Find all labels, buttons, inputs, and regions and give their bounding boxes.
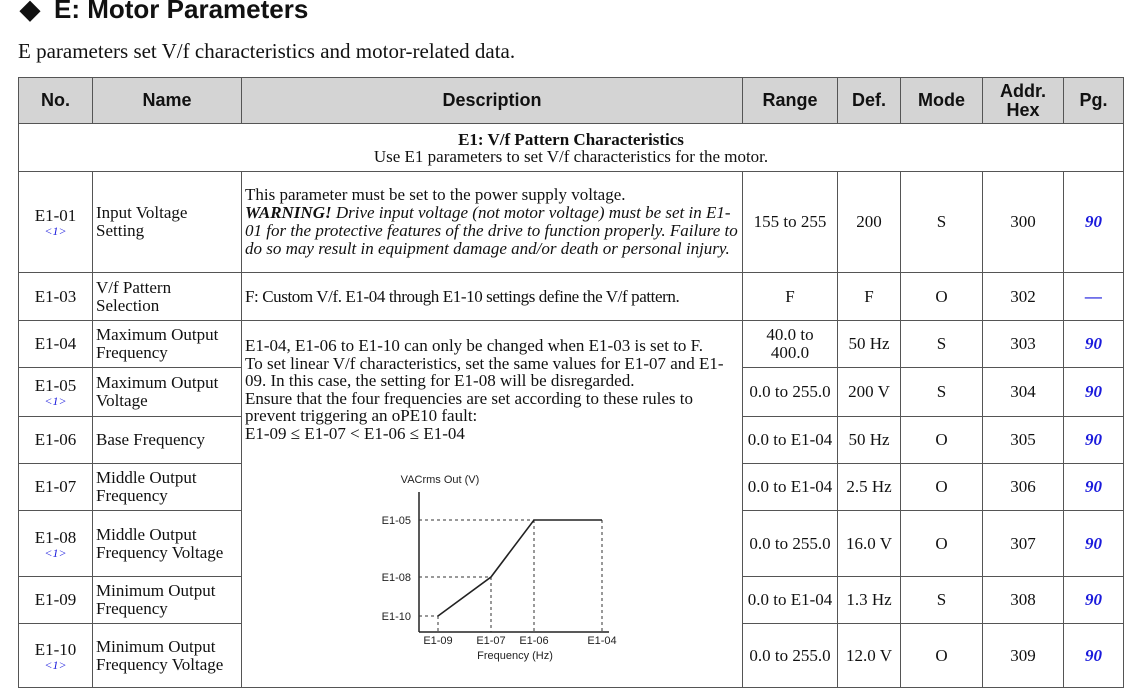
section-cell (19, 124, 1124, 172)
warning-text: Drive input voltage (not motor voltage) must be set in E1-01 for the protective features of the drive to function properly. Failure to do so may result in equipment damage and/or death or personal injury. (245, 203, 738, 258)
description-cell (242, 172, 743, 273)
y-tick-label: E1-08 (381, 572, 411, 584)
param-mode: O (901, 417, 983, 464)
param-mode: S (901, 577, 983, 624)
param-no-text: E1-03 (34, 286, 77, 306)
param-addr: 302 (983, 273, 1064, 321)
description-cell: F: Custom V/f. E1-04 through E1-10 settings define the V/f pattern. (242, 273, 743, 321)
col-pg: Pg. (1064, 78, 1124, 124)
page-link[interactable]: 90 (1064, 368, 1124, 417)
col-def: Def. (838, 78, 901, 124)
param-default: 2.5 Hz (838, 464, 901, 511)
vf-curve (438, 520, 602, 616)
param-name: Minimum Output Frequency Voltage (93, 624, 242, 688)
page-link[interactable]: 90 (1064, 577, 1124, 624)
param-no-text: E1-08 (34, 527, 77, 547)
page-link[interactable]: 90 (1064, 172, 1124, 273)
x-tick-label: E1-06 (519, 635, 549, 647)
param-default: 200 V (838, 368, 901, 417)
y-axis-label: VACrms Out (V) (400, 474, 480, 486)
footnote-link[interactable]: <1> (44, 545, 67, 560)
param-addr: 305 (983, 417, 1064, 464)
table-row (19, 273, 1124, 321)
col-no: No. (19, 78, 93, 124)
param-addr: 304 (983, 368, 1064, 417)
page-link[interactable]: 90 (1064, 321, 1124, 368)
param-no (19, 368, 93, 417)
footnote-link[interactable]: <1> (44, 224, 67, 238)
param-default: 16.0 V (838, 511, 901, 577)
param-name: Minimum Output Frequency (93, 577, 242, 624)
param-default: 200 (838, 172, 901, 273)
param-name: Middle Output Frequency (93, 464, 242, 511)
param-addr: 308 (983, 577, 1064, 624)
col-name: Name (93, 78, 242, 124)
section-row (19, 124, 1124, 172)
y-tick-label: E1-10 (381, 611, 411, 623)
param-name: Maximum Output Frequency (93, 321, 242, 368)
section-subtitle: Use E1 parameters to set V/f characteristics for the motor. (373, 146, 769, 166)
col-mode: Mode (901, 78, 983, 124)
page-title (20, 0, 308, 25)
param-range: 155 to 255 (743, 172, 838, 273)
param-mode: S (901, 321, 983, 368)
param-range: 0.0 to 255.0 (743, 511, 838, 577)
param-default: 50 Hz (838, 417, 901, 464)
param-no-text: E1-06 (34, 430, 77, 449)
param-no (19, 417, 93, 464)
table-row (19, 321, 1124, 368)
param-name: V/f Pattern Selection (93, 273, 242, 321)
intro-text: E parameters set V/f characteristics and motor-related data. (18, 39, 516, 63)
param-no-text: E1-07 (34, 477, 77, 496)
param-default: 1.3 Hz (838, 577, 901, 624)
desc-text: To set linear V/f characteristics, set the same values for E1-07 and E1-09. In this case, the setting for E1-08 will be disregarded. (245, 353, 724, 390)
param-no-text: E1-04 (34, 334, 77, 353)
section-title: E1: V/f Pattern Characteristics (458, 129, 684, 149)
y-tick-label: E1-05 (381, 515, 411, 527)
param-no-text: E1-01 (34, 206, 77, 225)
param-mode: O (901, 273, 983, 321)
param-default: F (838, 273, 901, 321)
param-no-text: E1-10 (34, 639, 77, 659)
param-addr: 309 (983, 624, 1064, 688)
param-addr: 306 (983, 464, 1064, 511)
param-no (19, 577, 93, 624)
param-mode: O (901, 624, 983, 688)
param-no (19, 273, 93, 321)
x-tick-label: E1-04 (587, 635, 617, 647)
param-range: 0.0 to E1-04 (743, 464, 838, 511)
param-addr: 300 (983, 172, 1064, 273)
param-no (19, 172, 93, 273)
header-row (19, 78, 1124, 124)
page-link[interactable]: 90 (1064, 464, 1124, 511)
desc-rule: E1-09 ≤ E1-07 < E1-06 ≤ E1-04 (245, 423, 465, 443)
col-description: Description (242, 78, 743, 124)
table-row (19, 172, 1124, 273)
desc-text: This parameter must be set to the power supply voltage. (245, 185, 626, 204)
param-name: Maximum Output Voltage (93, 368, 242, 417)
page-link[interactable]: 90 (1064, 417, 1124, 464)
x-axis-label: Frequency (Hz) (477, 650, 553, 662)
desc-text: Ensure that the four frequencies are set according to these rules to prevent triggering an oPE10 fault: (245, 388, 693, 425)
param-name: Middle Output Frequency Voltage (93, 511, 242, 577)
param-no (19, 464, 93, 511)
param-no-text: E1-05 (34, 376, 77, 395)
diamond-bullet-icon: ◆ (20, 0, 40, 24)
x-tick-label: E1-09 (423, 635, 453, 647)
param-range: 0.0 to 255.0 (743, 368, 838, 417)
param-name: Input Voltage Setting (93, 172, 242, 273)
param-mode: S (901, 172, 983, 273)
param-no (19, 511, 93, 577)
col-range: Range (743, 78, 838, 124)
param-no-text: E1-09 (34, 590, 77, 609)
param-default: 50 Hz (838, 321, 901, 368)
footnote-link[interactable]: <1> (44, 657, 67, 672)
desc-text: E1-04, E1-06 to E1-10 can only be changed when E1-03 is set to F. (245, 336, 704, 355)
title-text: E: Motor Parameters (54, 0, 309, 24)
param-mode: O (901, 464, 983, 511)
param-default: 12.0 V (838, 624, 901, 688)
param-range: 0.0 to 255.0 (743, 624, 838, 688)
param-no (19, 321, 93, 368)
warning-label: WARNING! (245, 203, 332, 222)
param-range: 0.0 to E1-04 (743, 577, 838, 624)
param-range: 0.0 to E1-04 (743, 417, 838, 464)
page-link[interactable]: — (1064, 273, 1124, 321)
param-range: 40.0 to 400.0 (743, 321, 838, 368)
param-addr: 303 (983, 321, 1064, 368)
param-addr: 307 (983, 511, 1064, 577)
footnote-link[interactable]: <1> (44, 394, 67, 408)
param-name: Base Frequency (93, 417, 242, 464)
param-mode: O (901, 511, 983, 577)
x-tick-label: E1-07 (476, 635, 506, 647)
param-range: F (743, 273, 838, 321)
vf-pattern-chart (360, 468, 660, 673)
param-no (19, 624, 93, 688)
param-mode: S (901, 368, 983, 417)
col-addr: Addr. Hex (983, 78, 1064, 124)
page-link[interactable]: 90 (1064, 624, 1124, 688)
page-link[interactable]: 90 (1064, 511, 1124, 577)
